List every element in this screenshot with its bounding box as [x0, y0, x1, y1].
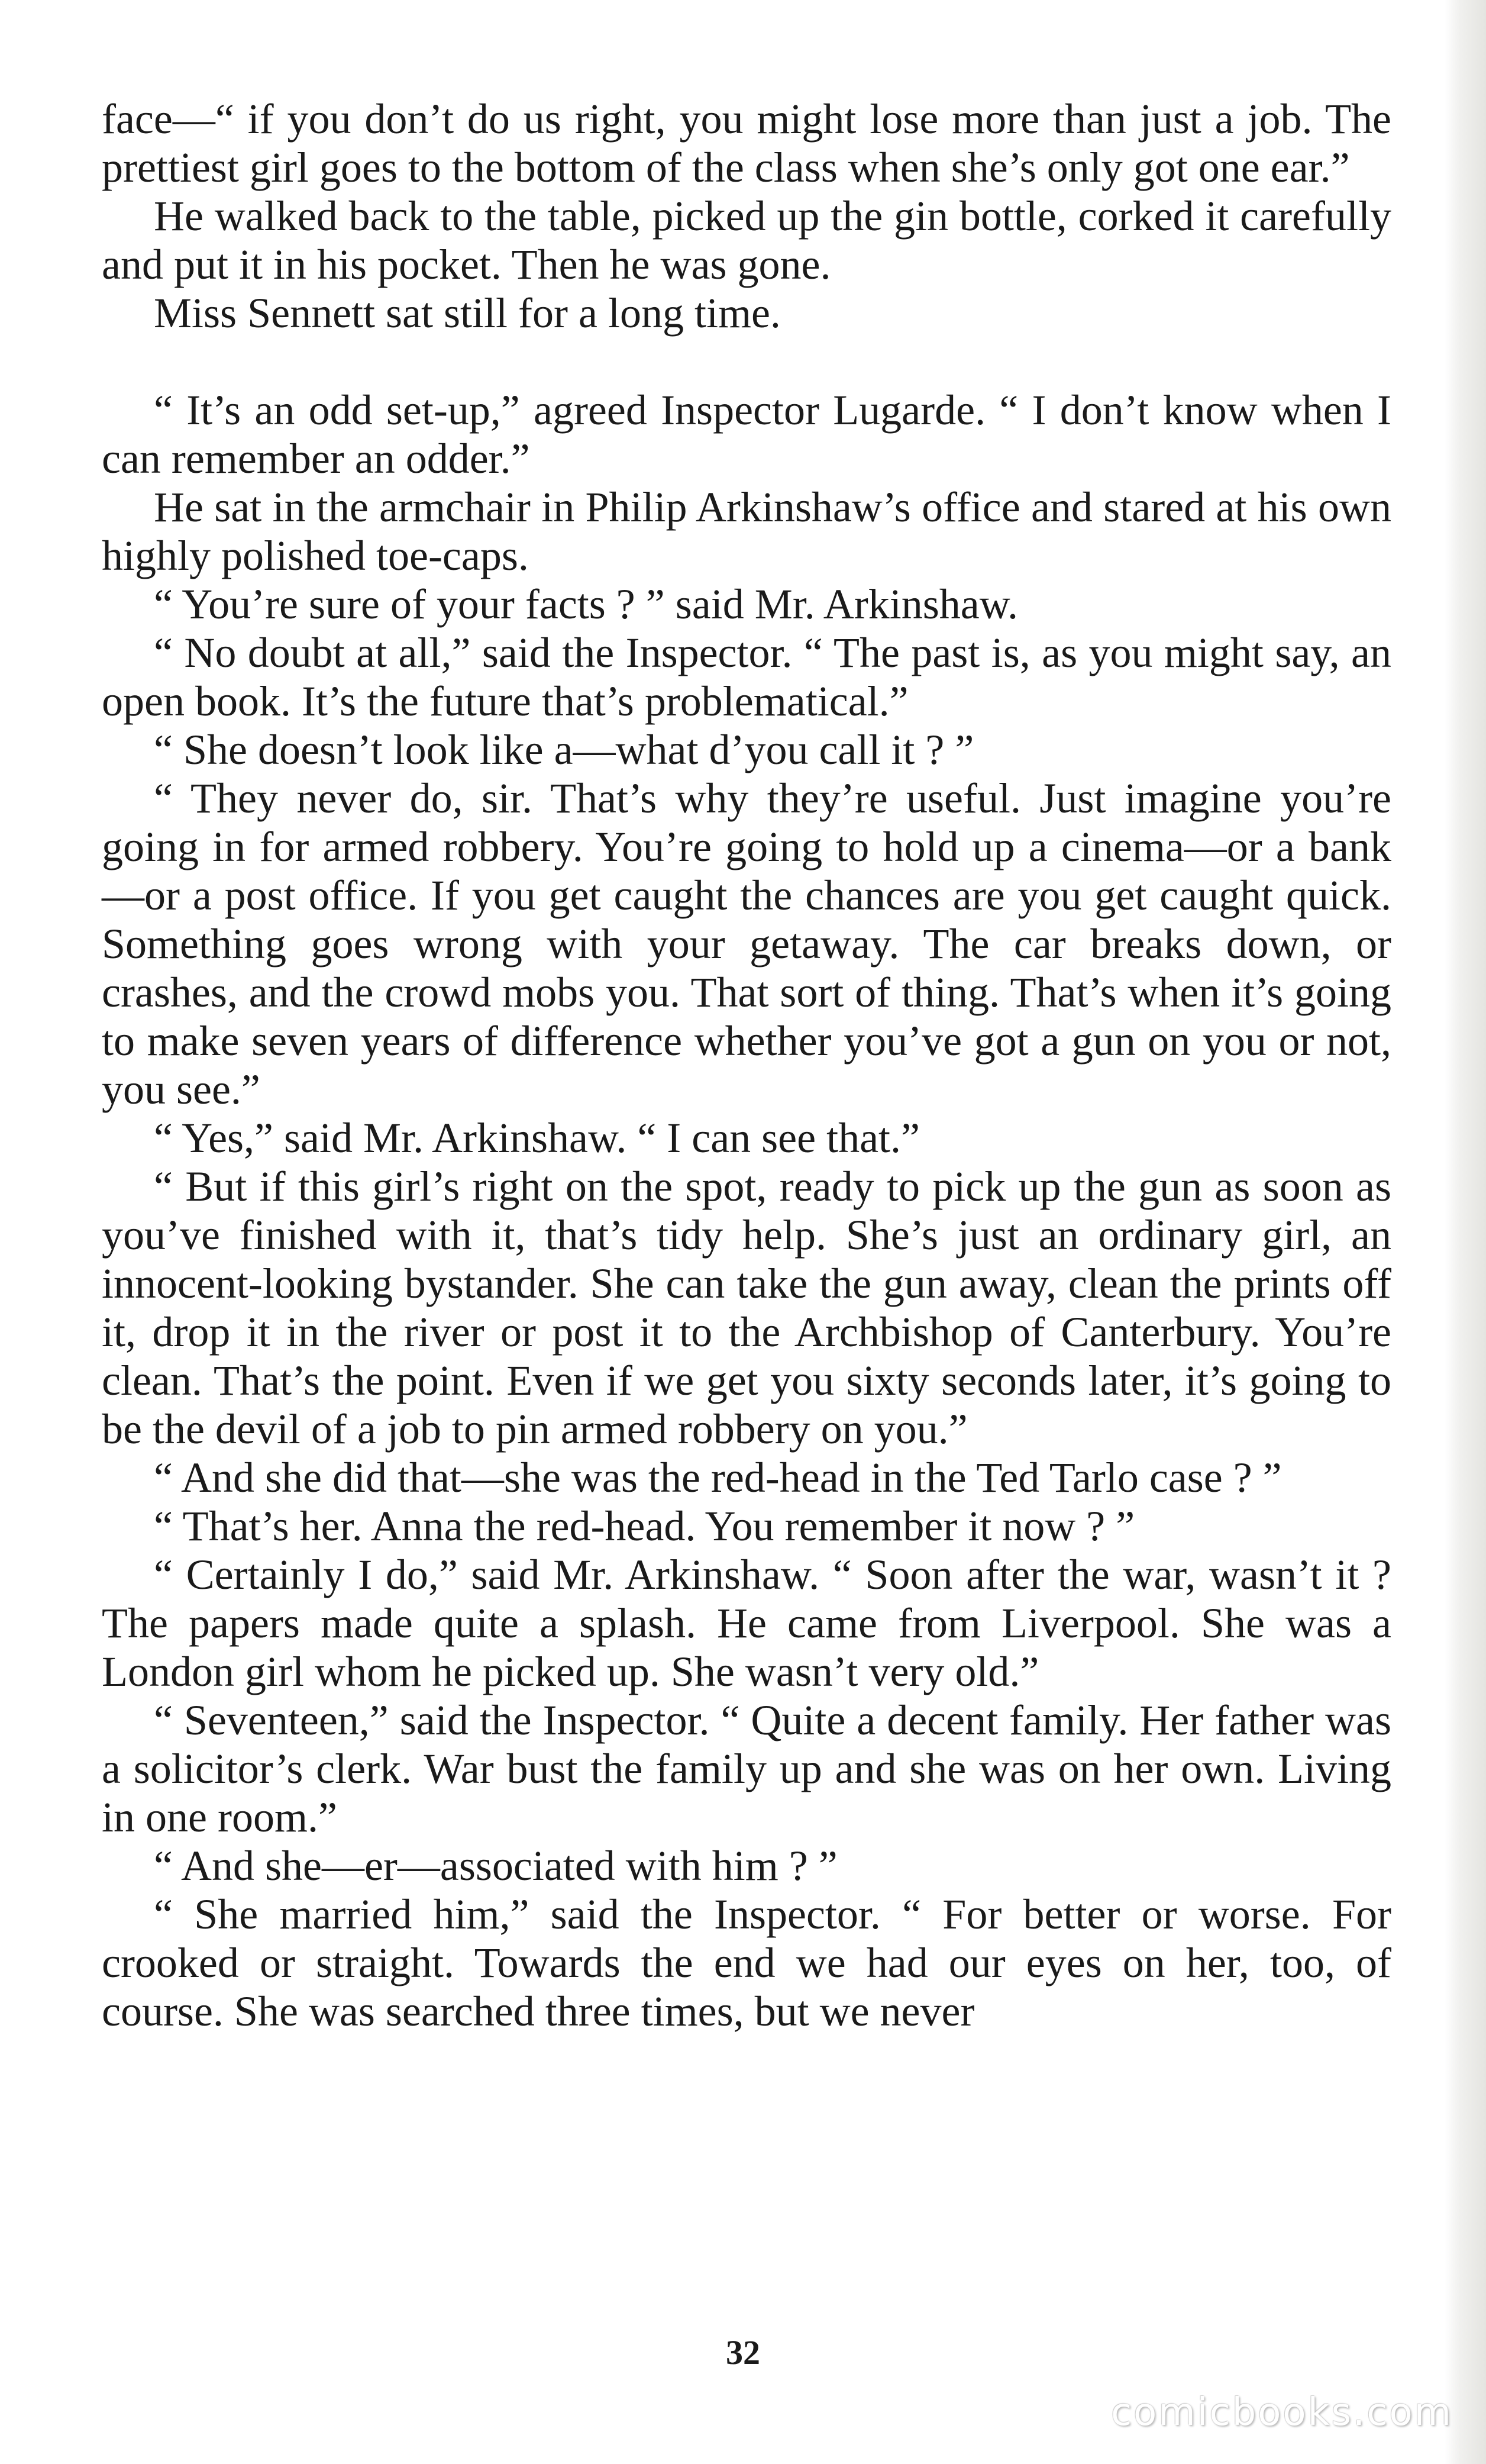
page-number: 32 [726, 2333, 760, 2372]
paragraph-10: “ Yes,” said Mr. Arkinshaw. “ I can see that.” [154, 1114, 920, 1162]
paragraph-15: “ Seventeen,” said the Inspector. “ Quite a decent family. Her father was a solicitor’s clerk. War bust the family up and she was on her own. Living in one room.” [102, 1697, 1391, 1841]
paragraph-17: “ She married him,” said the Inspector. “ For better or worse. For crooked or straight. Towards the end we had our eyes on her, too, of course. She was searched three times, but we never [102, 1891, 1391, 2035]
page-edge-shadow [1445, 0, 1486, 2464]
paragraph-12: “ And she did that—she was the red-head in the Ted Tarlo case ? ” [154, 1454, 1282, 1501]
paragraph-9: “ They never do, sir. That’s why they’re useful. Just imagine you’re going in for armed robbery. You’re going to hold up a cinema—or a bank—or a post office. If you get caught the chances are you get caught quick. Something goes wrong with your getaway. The car breaks down, or crashes, and the crowd mobs you. That sort of thing. That’s when it’s going to make seven years of difference whether you’ve got a gun on you or not, you see.” [102, 775, 1391, 1113]
paragraph-11: “ But if this girl’s right on the spot, ready to pick up the gun as soon as you’ve finished with it, that’s tidy help. She’s just an ordinary girl, an innocent-looking bystander. She can take the gun away, clean the prints off it, drop it in the river or post it to the Archbishop of Canterbury. You’re clean. That’s the point. Even if we get you sixty seconds later, it’s going to be the devil of a job to pin armed robbery on you.” [102, 1163, 1391, 1453]
paragraph-2: He walked back to the table, picked up the gin bottle, corked it carefully and put it in his pocket. Then he was gone. [102, 192, 1391, 288]
paragraph-4: “ It’s an odd set-up,” agreed Inspector Lugarde. “ I don’t know when I can remember an odder.” [102, 386, 1391, 482]
body-text [102, 95, 1391, 2036]
paragraph-13: “ That’s her. Anna the red-head. You remember it now ? ” [154, 1502, 1135, 1550]
paragraph-7: “ No doubt at all,” said the Inspector. “ The past is, as you might say, an open book. It’s the future that’s problematical.” [102, 629, 1391, 725]
paragraph-5: He sat in the armchair in Philip Arkinshaw’s office and stared at his own highly polished toe-caps. [102, 483, 1391, 579]
paragraph-16: “ And she—er—associated with him ? ” [154, 1842, 838, 1889]
watermark: comicbooks.com [1110, 2391, 1453, 2434]
paragraph-1: face—“ if you don’t do us right, you might lose more than just a job. The prettiest girl goes to the bottom of the class when she’s only got one ear.” [102, 95, 1391, 191]
paragraph-8: “ She doesn’t look like a—what d’you call it ? ” [154, 726, 974, 773]
paragraph-14: “ Certainly I do,” said Mr. Arkinshaw. “ Soon after the war, wasn’t it ? The papers made quite a splash. He came from Liverpool. She was a London girl whom he picked up. She wasn’t very old.” [102, 1551, 1391, 1695]
paragraph-6: “ You’re sure of your facts ? ” said Mr. Arkinshaw. [154, 580, 1019, 628]
paragraph-3: Miss Sennett sat still for a long time. [154, 289, 781, 337]
